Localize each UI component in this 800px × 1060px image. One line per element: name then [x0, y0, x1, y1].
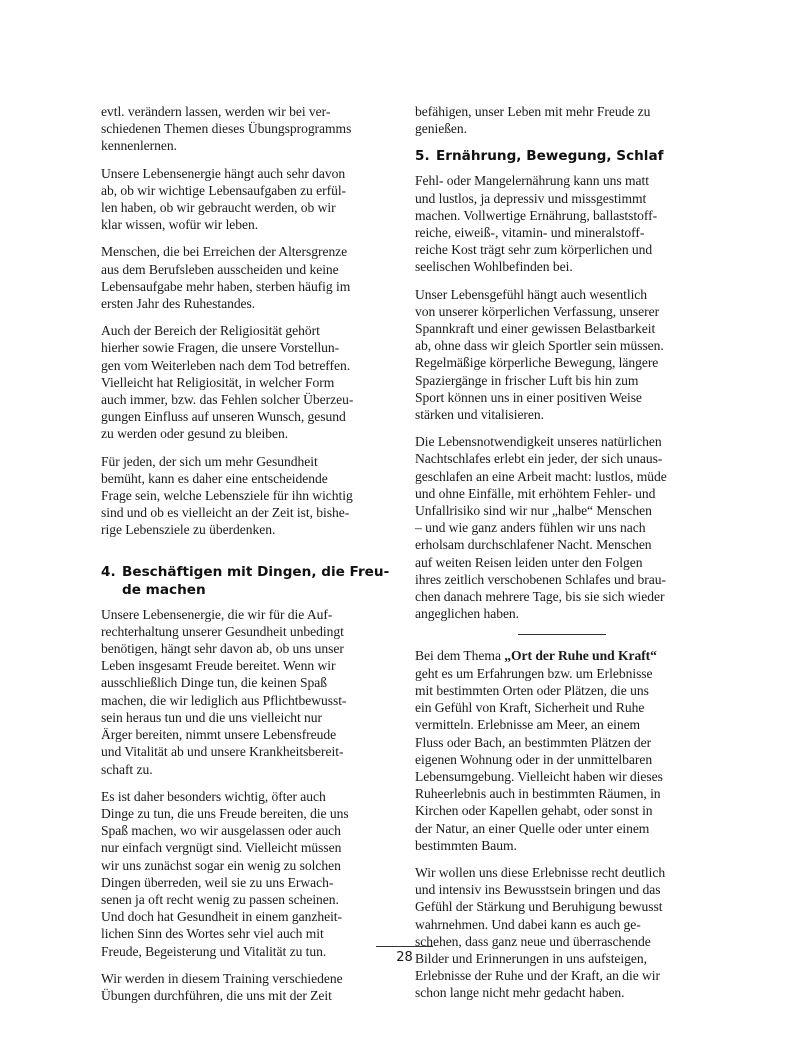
paragraph: evtl. verändern lassen, werden wir bei ver- schiedenen Themen dieses Übungsprogramms kennenlernen. — [101, 104, 352, 154]
paragraph: Unsere Lebensenergie hängt auch sehr davon ab, ob wir wichtige Lebensaufgaben zu erfül- len haben, ob wir gebraucht werden, ob wir klar wissen, wofür wir leben. — [101, 165, 347, 233]
paragraph: Wir wollen uns diese Erlebnisse recht deutlich und intensiv ins Bewusstsein bringen und das Gefühl der Stärkung und Beruhigung bewusst wahrnehmen. Und dabei kann es auch ge- schehen, dass ganz neue und überraschende Bilder und Erinnerungen in uns aufsteigen, Erlebnisse der Ruhe und der Kraft, an die wir schon lange nicht mehr gedacht haben. — [415, 864, 666, 1001]
paragraph: befähigen, unser Leben mit mehr Freude zu genießen. — [415, 104, 651, 137]
text-run: Bei dem Thema — [415, 648, 505, 664]
section-heading-4 — [101, 563, 396, 599]
paragraph: Die Lebensnotwendigkeit unseres natürlichen Nachtschlafes erlebt ein jeder, der sich unaus- geschlafen an eine Arbeit macht: lustlos, müde und ohne Einfälle, mit erhöhtem Fehler- und Unfallrisiko sind wir nur „halbe“ Menschen – und wie ganz anders fühlen wir uns nach erholsam durchschlafener Nacht. Menschen auf weiten Reisen leiden unter den Folgen ihres zeitlich verschobenen Schlafes und brau- chen danach mehrere Tage, bis sie sich wieder angeglichen haben. — [415, 434, 667, 622]
text-run: geht es um Erfahrungen bzw. um Erlebnisse mit bestimmten Orten oder Plätzen, die uns ein Gefühl von Kraft, Sicherheit und Ruhe vermitteln. Erlebnisse am Meer, an einem Fluss oder Bach, an bestimmten Plätzen der eigenen Wohnung oder in der unmittelbaren Lebensumgebung. Vielleicht haben wir dieses Ruheerlebnis auch in bestimmten Räumen, in Kirchen oder Kapellen gehabt, oder sonst in der Natur, an einer Quelle oder unter einem bestimmten Baum. — [415, 665, 663, 853]
paragraph: Unsere Lebensenergie, die wir für die Auf- rechterhaltung unserer Gesundheit unbedingt benötigen, hängt sehr davon ab, ob uns unser Leben insgesamt Freude bereitet. Wenn wir ausschließlich Dinge tun, die keinen Spaß machen, die wir lediglich aus Pflichtbewusst- sein heraus tun und die uns vielleicht nur Ärger bereiten, nimmt unsere Lebensfreude und Vitalität ab und unsere Krankheitsbereit- schaft zu. — [101, 606, 347, 777]
paragraph: Unser Lebensgefühl hängt auch wesentlich von unserer körperlichen Verfassung, unserer Spannkraft und einer gewissen Belastbarkeit ab, ohne dass wir gleich Sportler sein müssen. Regelmäßige körperliche Bewegung, längere Spaziergänge in frischer Luft bis hin zum Sport können uns in einer positiven Weise stärken und vitalisieren. — [415, 286, 664, 423]
paragraph: Es ist daher besonders wichtig, öfter auch Dinge zu tun, die uns Freude bereiten, die uns Spaß machen, wo wir ausgelassen oder auch nur einfach vergnügt sind. Vielleicht müssen wir uns zunächst sogar ein wenig zu solchen Dingen überreden, weil sie zu uns Erwach- senen ja oft recht wenig zu passen scheinen. Und doch hat Gesundheit in einem ganzheit- lichen Sinn des Wortes sehr viel auch mit Freude, Begeisterung und Vitalität zu tun. — [101, 788, 349, 959]
paragraph: Wir werden in diesem Training verschiedene Übungen durchführen, die uns mit der Zeit — [101, 970, 343, 1003]
theme-title: „Ort der Ruhe und Kraft“ — [504, 648, 657, 664]
paragraph: Menschen, die bei Erreichen der Altersgrenze aus dem Berufsleben ausscheiden und keine Lebensaufgabe mehr haben, sterben häufig im ersten Jahr des Ruhestandes. — [101, 244, 351, 312]
section-title: Ernährung, Bewegung, Schlaf — [436, 148, 664, 165]
section-number: 5. — [415, 148, 430, 165]
section-title: Beschäftigen mit Dingen, die Freu- de machen — [122, 563, 390, 598]
right-column — [415, 103, 713, 1012]
section-heading-5 — [415, 147, 713, 165]
paragraph: Fehl- oder Mangelernährung kann uns matt und lustlos, ja depressiv und missgestimmt machen. Vollwertige Ernährung, ballaststoff- reiche, eiweiß-, vitamin- und mineralstoff- reiche Kost trägt sehr zum körperlichen und seelischen Wohlbefinden bei. — [415, 173, 658, 275]
paragraph: Auch der Bereich der Religiosität gehört hierher sowie Fragen, die unsere Vorstellun- gen vom Weiterleben nach dem Tod betreffen. Vielleicht hat Religiosität, in welcher Form auch immer, bzw. das Fehlen solcher Überzeu- gungen Einfluss auf unseren Wunsch, gesund zu werden oder gesund zu bleiben. — [101, 323, 354, 442]
section-divider — [518, 634, 606, 635]
section-number: 4. — [101, 563, 116, 580]
footer-rule — [376, 946, 433, 947]
paragraph — [415, 647, 713, 853]
left-column — [101, 103, 396, 1014]
paragraph: Für jeden, der sich um mehr Gesundheit bemüht, kann es daher eine entscheidende Frage sein, welche Lebensziele für ihn wichtig sind und ob es vielleicht an der Zeit ist, bishe- rige Lebensziele zu überdenken. — [101, 453, 353, 538]
page-number: 28 — [396, 950, 413, 965]
